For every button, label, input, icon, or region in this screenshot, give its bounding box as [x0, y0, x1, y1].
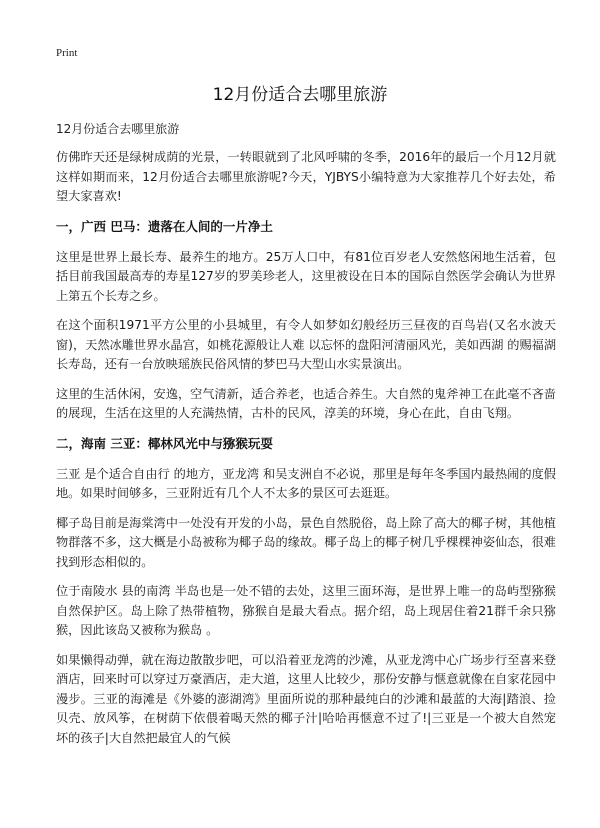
section-heading-sanya: 二，海南 三亚：椰林风光中与猕猴玩耍 [56, 435, 273, 451]
print-label: Print [56, 47, 78, 59]
article-subtitle: 12月份适合去哪里旅游 [56, 122, 180, 136]
paragraph: 在这个面积1971平方公里的小县城里，有令人如梦如幻般经历三昼夜的百鸟岩(又名水波天窗)，天然冰雕世界水晶宫，如桃花源般让人难 以忘怀的盘阳河清丽风光，美如西湖 的赐福湖长寿岛，还有一台放映瑶族民俗风情的梦巴马大型山水实景演出。 [56, 318, 557, 371]
section-heading-bama: 一，广西 巴马：遗落在人间的一片净土 [56, 218, 273, 234]
page-title: 12月份适合去哪里旅游 [212, 85, 388, 105]
paragraph: 这里的生活休闲，安逸，空气清新，适合养老，也适合养生。大自然的鬼斧神工在此毫不吝啬的展现，生活在这里的人充满热情，古朴的民风，淳美的环境，身心在此，自由飞翔。 [56, 386, 556, 420]
paragraph: 椰子岛目前是海棠湾中一处没有开发的小岛，景色自然脱俗，岛上除了高大的椰子树，其他植物群落不多，这大概是小岛被称为椰子岛的缘故。椰子岛上的椰子树几乎棵棵神姿仙态，很难 找到形态相似的。 [56, 515, 556, 569]
paragraph: 三亚 是个适合自由行 的地方，亚龙湾 和吴支洲自不必说，那里是每年冬季国内最热闹的度假地。如果时间够多，三亚附近有几个人不太多的景区可去逛逛。 [56, 466, 556, 500]
intro-paragraph: 仿佛昨天还是绿树成荫的光景，一转眼就到了北风呼啸的冬季，2016年的最后一个月12月就这样如期而来，12月份适合去哪里旅游呢?今天，YJBYS小编特意为大家推荐几个好去处，希望大家喜欢! [56, 150, 556, 203]
paragraph: 位于南陵水 县的南湾 半岛也是一处不错的去处，这里三面环海，是世界上唯一的岛屿型猕猴自然保护区。岛上除了热带植物，猕猴自是最大看点。据介绍，岛上现居住着21群千余只猕猴，因此该岛又被称为猴岛 。 [56, 584, 556, 637]
paragraph: 如果懒得动弹，就在海边散散步吧，可以沿着亚龙湾的沙滩，从亚龙湾中心广场步行至喜来登酒店，回来时可以穿过万豪酒店，走大道，这里人比较少，那份安静与惬意就像在自家花园中漫步。三亚的海滩是《外婆的澎湖湾》里面所说的那种最纯白的沙滩和最蓝的大海|踏浪、捡贝壳、放风筝，在树荫下依偎着喝天然的椰子汁|哈哈再惬意不过了!|三亚是一个被大自然宠坏的孩子|大自然把最宜人的气候 [56, 652, 556, 745]
article-body [56, 120, 556, 758]
paragraph: 这里是世界上最长寿、最养生的地方。25万人口中，有81位百岁老人安然悠闲地生活着，包括目前我国最高寿的寿星127岁的罗美珍老人，这里被设在日本的国际自然医学会确认为世界上第五个长寿之乡。 [56, 249, 556, 303]
